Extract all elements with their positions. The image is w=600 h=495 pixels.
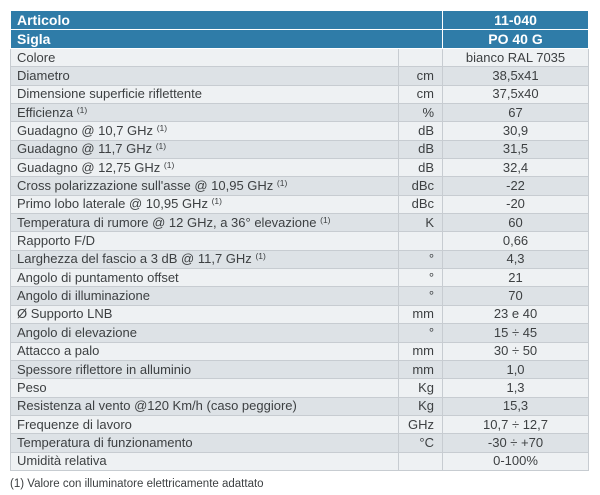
header-value: PO 40 G — [443, 30, 589, 49]
footnote-ref: (1) — [211, 196, 222, 207]
spec-unit: dBc — [399, 195, 443, 213]
spec-label — [11, 195, 399, 213]
spec-unit: mm — [399, 360, 443, 378]
footnote-ref: (1) — [163, 159, 175, 170]
spec-value: 0,66 — [443, 232, 589, 250]
table-row — [11, 104, 589, 122]
spec-value: 30,9 — [443, 122, 589, 140]
spec-unit: GHz — [399, 415, 443, 433]
spec-label — [11, 250, 399, 268]
spec-unit — [399, 452, 443, 470]
spec-value: 37,5x40 — [443, 85, 589, 103]
spec-label — [11, 360, 399, 378]
header-row-sigla — [11, 30, 589, 49]
spec-label-text: Frequenze di lavoro — [17, 416, 132, 432]
spec-label — [11, 305, 399, 323]
spec-value: 0-100% — [443, 452, 589, 470]
spec-unit: ° — [399, 250, 443, 268]
spec-label — [11, 49, 399, 67]
spec-value: 1,3 — [443, 379, 589, 397]
table-row — [11, 360, 589, 378]
spec-label-text: Spessore riflettore in alluminio — [17, 361, 192, 377]
footnote-ref: (1) — [276, 178, 288, 189]
table-row — [11, 232, 589, 250]
spec-unit — [399, 232, 443, 250]
spec-label-text: Temperatura di rumore @ 12 GHz, a 36° elevazione — [17, 214, 317, 230]
table-row — [11, 415, 589, 433]
table-row — [11, 85, 589, 103]
spec-label-text: Guadagno @ 12,75 GHz — [17, 159, 161, 175]
spec-label — [11, 415, 399, 433]
spec-unit: ° — [399, 287, 443, 305]
spec-label-text: Angolo di puntamento offset — [17, 269, 179, 285]
table-row — [11, 305, 589, 323]
spec-label — [11, 342, 399, 360]
spec-label — [11, 177, 399, 195]
spec-value: 4,3 — [443, 250, 589, 268]
spec-value: 1,0 — [443, 360, 589, 378]
spec-value: 31,5 — [443, 140, 589, 158]
spec-label-text: Guadagno @ 10,7 GHz — [17, 123, 154, 139]
spec-unit: dB — [399, 122, 443, 140]
spec-label-text: Umidità relativa — [17, 453, 107, 469]
table-row — [11, 452, 589, 470]
spec-label-text: Larghezza del fascio a 3 dB @ 11,7 GHz — [17, 251, 252, 267]
spec-unit: mm — [399, 305, 443, 323]
spec-label — [11, 287, 399, 305]
spec-value: 15 ÷ 45 — [443, 324, 589, 342]
spec-label — [11, 379, 399, 397]
spec-unit: °C — [399, 434, 443, 452]
header-label: Sigla — [11, 30, 443, 49]
spec-unit: cm — [399, 85, 443, 103]
spec-value: 67 — [443, 104, 589, 122]
table-row — [11, 269, 589, 287]
footnote-ref: (1) — [156, 123, 168, 134]
spec-table — [10, 10, 589, 471]
spec-label-text: Attacco a palo — [17, 343, 100, 359]
spec-value: 32,4 — [443, 159, 589, 177]
spec-unit: dB — [399, 140, 443, 158]
spec-label-text: Temperatura di funzionamento — [17, 434, 193, 450]
spec-label-text: Diametro — [17, 68, 70, 84]
spec-label-text: Efficienza — [17, 104, 74, 120]
spec-value: -22 — [443, 177, 589, 195]
spec-label-text: Cross polarizzazione sull'asse @ 10,95 GHz — [17, 178, 274, 194]
table-row — [11, 287, 589, 305]
spec-unit: ° — [399, 269, 443, 287]
spec-value: 38,5x41 — [443, 67, 589, 85]
spec-unit: Kg — [399, 397, 443, 415]
spec-label-text: Angolo di illuminazione — [17, 288, 150, 304]
table-row — [11, 122, 589, 140]
footnote-ref: (1) — [320, 214, 331, 225]
spec-label — [11, 140, 399, 158]
spec-unit: Kg — [399, 379, 443, 397]
table-row — [11, 177, 589, 195]
table-row — [11, 324, 589, 342]
table-row — [11, 214, 589, 232]
table-row — [11, 379, 589, 397]
spec-label — [11, 214, 399, 232]
spec-label — [11, 232, 399, 250]
table-row — [11, 49, 589, 67]
spec-unit: ° — [399, 324, 443, 342]
table-row — [11, 434, 589, 452]
spec-label-text: Rapporto F/D — [17, 233, 96, 249]
spec-value: 30 ÷ 50 — [443, 342, 589, 360]
table-row — [11, 67, 589, 85]
spec-value: 70 — [443, 287, 589, 305]
spec-value: 23 e 40 — [443, 305, 589, 323]
spec-label — [11, 122, 399, 140]
spec-unit: mm — [399, 342, 443, 360]
spec-label — [11, 452, 399, 470]
spec-value: 21 — [443, 269, 589, 287]
table-row — [11, 342, 589, 360]
footnote-ref: (1) — [155, 141, 167, 152]
spec-value: 60 — [443, 214, 589, 232]
spec-label — [11, 159, 399, 177]
table-row — [11, 397, 589, 415]
spec-label-text: Resistenza al vento @120 Km/h (caso peggiore) — [17, 398, 297, 414]
spec-unit: K — [399, 214, 443, 232]
footnote: (1) Valore con illuminatore elettricamente adattato — [10, 478, 264, 490]
header-label: Articolo — [11, 11, 443, 30]
spec-unit: % — [399, 104, 443, 122]
spec-label-text: Guadagno @ 11,7 GHz — [17, 141, 153, 157]
spec-value: -30 ÷ +70 — [443, 434, 589, 452]
spec-label — [11, 397, 399, 415]
spec-unit — [399, 49, 443, 67]
footnote-ref: (1) — [76, 104, 88, 115]
spec-value: bianco RAL 7035 — [443, 49, 589, 67]
spec-unit: dB — [399, 159, 443, 177]
header-value: 11-040 — [443, 11, 589, 30]
spec-label — [11, 85, 399, 103]
spec-value: -20 — [443, 195, 589, 213]
spec-label — [11, 434, 399, 452]
table-row — [11, 140, 589, 158]
spec-label — [11, 104, 399, 122]
spec-value: 15,3 — [443, 397, 589, 415]
spec-label-text: Ø Supporto LNB — [17, 306, 113, 322]
header-row-articolo — [11, 11, 589, 30]
table-row — [11, 195, 589, 213]
spec-unit: cm — [399, 67, 443, 85]
spec-label — [11, 67, 399, 85]
spec-label — [11, 324, 399, 342]
spec-label-text: Angolo di elevazione — [17, 324, 137, 340]
footnote-ref: (1) — [255, 251, 266, 262]
table-row — [11, 250, 589, 268]
spec-label-text: Colore — [17, 49, 56, 65]
spec-label — [11, 269, 399, 287]
spec-label-text: Primo lobo laterale @ 10,95 GHz — [17, 196, 208, 212]
spec-unit: dBc — [399, 177, 443, 195]
spec-value: 10,7 ÷ 12,7 — [443, 415, 589, 433]
spec-label-text: Dimensione superficie riflettente — [17, 86, 202, 102]
table-row — [11, 159, 589, 177]
spec-label-text: Peso — [17, 379, 47, 395]
